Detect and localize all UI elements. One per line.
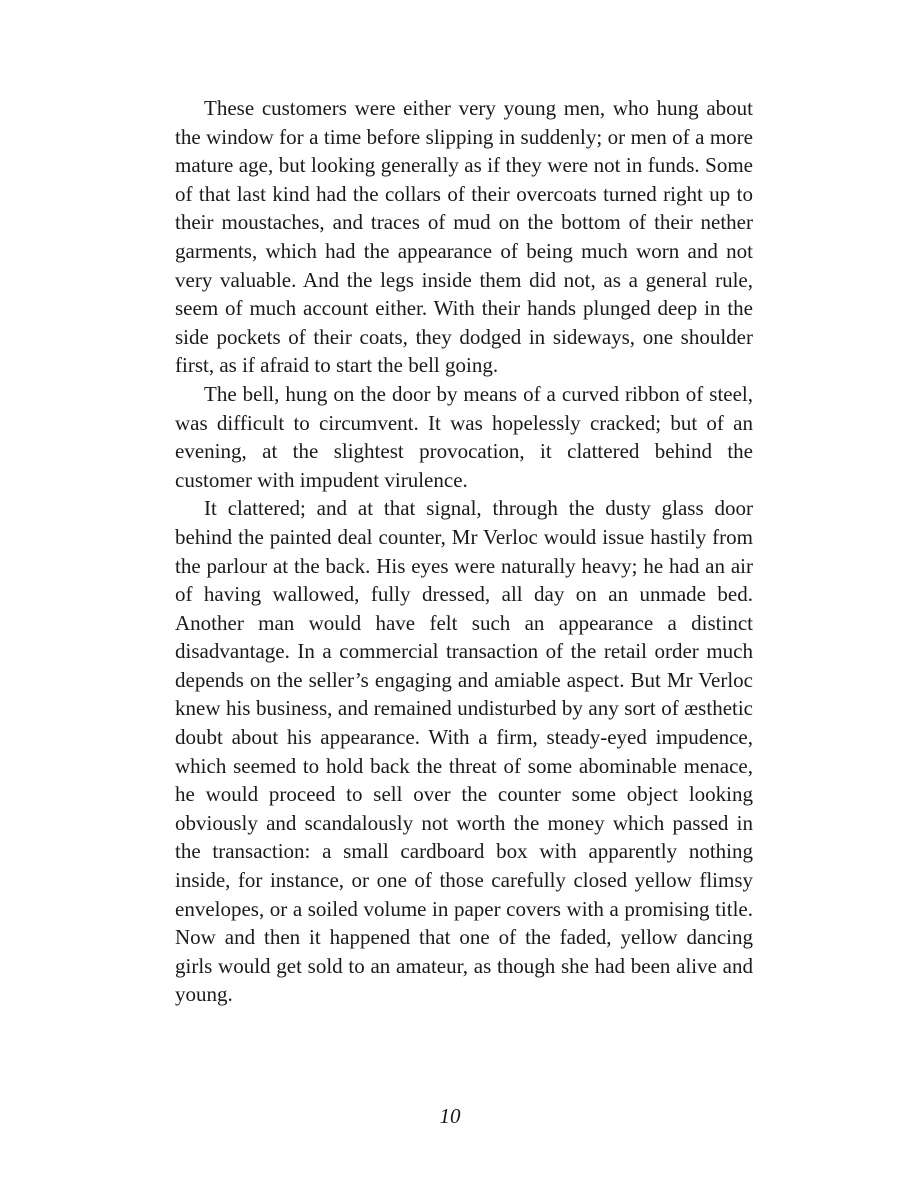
page-body bbox=[175, 94, 753, 1009]
paragraph: These customers were either very young men, who hung about the window for a time before slipping in suddenly; or men of a more mature age, but looking generally as if they were not in funds. Some of that last kind had the collars of their overcoats turned right up to their moustaches, and traces of mud on the bottom of their nether garments, which had the appearance of being much worn and not very valuable. And the legs inside them did not, as a general rule, seem of much account either. With their hands plunged deep in the side pockets of their coats, they dodged in sideways, one shoulder first, as if afraid to start the bell going. bbox=[175, 96, 753, 378]
page-number: 10 bbox=[439, 1104, 461, 1128]
paragraph: The bell, hung on the door by means of a curved ribbon of steel, was difficult to circumvent. It was hopelessly cracked; but of an evening, at the slightest provocation, it clattered behind the customer with impudent virulence. bbox=[175, 381, 753, 492]
paragraph: It clattered; and at that signal, through the dusty glass door behind the painted deal counter, Mr Verloc would issue hastily from the parlour at the back. His eyes were naturally heavy; he had an air of having wallowed, fully dressed, all day on an unmade bed. Another man would have felt such an appearance a distinct disadvantage. In a commercial transaction of the retail order much depends on the seller’s engaging and amiable aspect. But Mr Verloc knew his business, and remained undisturbed by any sort of æsthetic doubt about his appearance. With a firm, steady-eyed impudence, which seemed to hold back the threat of some abominable menace, he would proceed to sell over the counter some object looking obviously and scandalously not worth the money which passed in the transaction: a small cardboard box with apparently nothing inside, for instance, or one of those carefully closed yellow flimsy envelopes, or a soiled volume in paper covers with a promising title. Now and then it happened that one of the faded, yellow dancing girls would get sold to an amateur, as though she had been alive and young. bbox=[175, 496, 753, 1007]
